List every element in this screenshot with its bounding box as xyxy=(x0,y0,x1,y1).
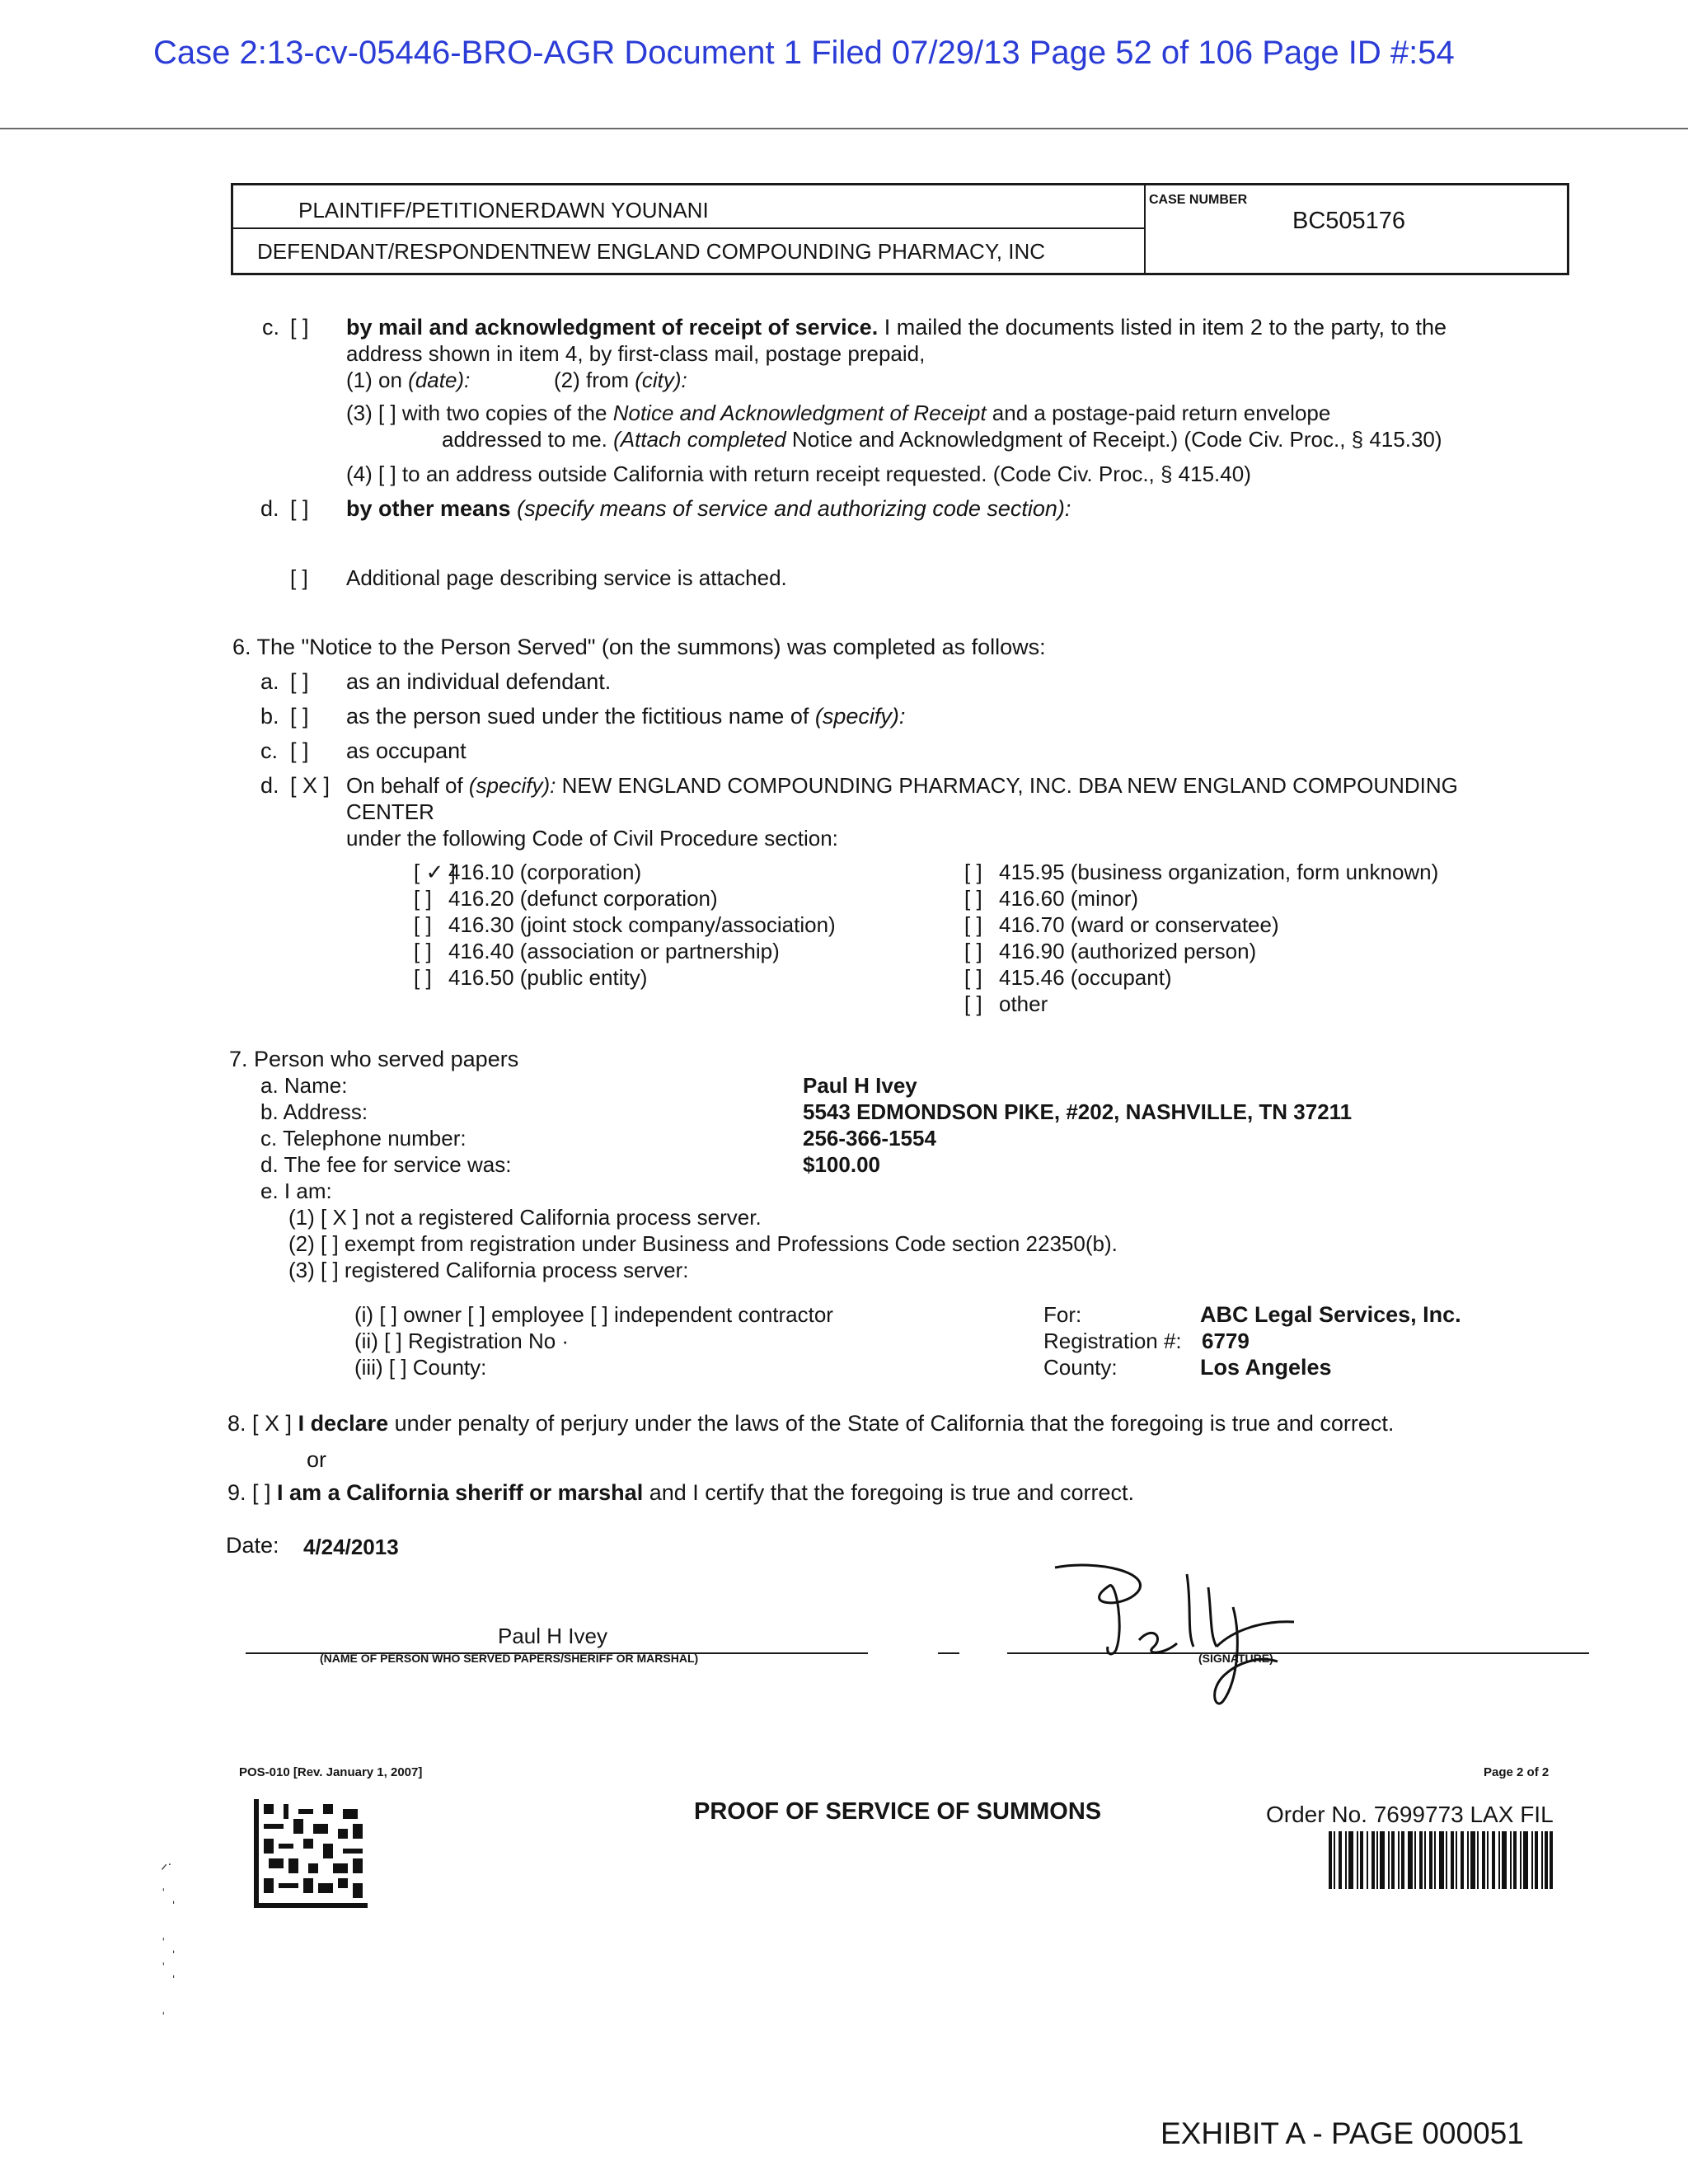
code-option: [ ] 415.95 (business organization, form unknown) xyxy=(964,860,1439,884)
item-5c3-italic: Notice and Acknowledgment of Receipt xyxy=(612,401,987,425)
exhibit-page-stamp: EXHIBIT A - PAGE 000051 xyxy=(1160,2116,1524,2150)
page-of: Page 2 of 2 xyxy=(1484,1765,1550,1779)
item-5d-italic: (specify means of service and authorizing code section): xyxy=(517,496,1071,521)
defendant-label: DEFENDANT/RESPONDENT xyxy=(257,239,543,264)
item-5c4-text: to an address outside California with return receipt requested. (Code Civ. Proc., § 415.40) xyxy=(401,462,1251,486)
item-5c1-label: (1) on xyxy=(346,368,402,392)
item-5c4 xyxy=(346,462,1251,487)
header-rule xyxy=(0,128,1688,129)
code-option: [ ] other xyxy=(964,991,1048,1016)
case-number: BC505176 xyxy=(1292,208,1406,234)
registration-number: 6779 xyxy=(1202,1329,1250,1353)
defendant-name: NEW ENGLAND COMPOUNDING PHARMACY, INC xyxy=(541,239,1046,264)
item-6c-checkbox: [ ] xyxy=(290,738,309,763)
code-option: [ ✓ ]416.10 (corporation) xyxy=(414,860,642,884)
item-6b-label: as the person sued under the fictitious name of xyxy=(346,704,809,729)
item-5c3-line-1 xyxy=(346,401,1330,426)
plaintiff-name: DAWN YOUNANI xyxy=(541,198,709,223)
item-6b-italic: (specify): xyxy=(814,704,906,729)
code-section-list-right xyxy=(964,859,1438,1017)
date-value: 4/24/2013 xyxy=(303,1535,399,1559)
item-5d-text xyxy=(346,496,1071,522)
registration-row: (ii) [ ] Registration No · xyxy=(354,1329,570,1353)
additional-page-text: Additional page describing service is attached. xyxy=(346,565,787,590)
item-6b-checkbox: [ ] xyxy=(290,704,309,729)
code-section-list-left xyxy=(414,859,836,991)
order-barcode xyxy=(1329,1831,1553,1889)
item-5c3-line2-b: Notice and Acknowledgment of Receipt.) xyxy=(791,427,1179,452)
signature-caption: (SIGNATURE) xyxy=(1198,1652,1273,1665)
code-option: [ ] 416.70 (ward or conservatee) xyxy=(964,912,1279,937)
name-caption: (NAME OF PERSON WHO SERVED PAPERS/SHERIFF OR MARSHAL) xyxy=(320,1652,699,1665)
item-5d-checkbox: [ ] xyxy=(290,496,309,521)
item-6a-text: as an individual defendant. xyxy=(346,669,612,694)
item-5c-bold: by mail and acknowledgment of receipt of service. xyxy=(346,315,879,340)
server-status-1: (1) [ X ] not a registered California process server. xyxy=(288,1205,762,1230)
signature-scrawl xyxy=(1047,1558,1327,1710)
additional-page-checkbox: [ ] xyxy=(290,565,308,590)
item-9-text: and I certify that the foregoing is true and correct. xyxy=(649,1480,1135,1505)
item-6d-label: On behalf of xyxy=(346,773,463,798)
plaintiff-label: PLAINTIFF/PETITIONER: xyxy=(298,198,546,223)
item-6c-text: as occupant xyxy=(346,738,467,763)
item-6-heading: 6. The "Notice to the Person Served" (on the summons) was completed as follows: xyxy=(232,635,1046,659)
agency-county: Los Angeles xyxy=(1200,1355,1332,1380)
item-5c2 xyxy=(554,368,687,393)
item-8-text: under penalty of perjury under the laws of the State of California that the foregoing is true and correct. xyxy=(394,1411,1395,1436)
item-6a-checkbox: [ ] xyxy=(290,669,309,694)
county-row: (iii) [ ] County: xyxy=(354,1355,487,1380)
item-6b-letter: b. xyxy=(260,704,279,729)
item-5c4-checkbox: (4) [ ] xyxy=(346,462,396,486)
for-label: For: xyxy=(1043,1302,1082,1327)
registration-number-label: Registration #: xyxy=(1043,1329,1182,1353)
item-5d-letter: d. xyxy=(260,496,279,521)
item-6a-letter: a. xyxy=(260,669,279,694)
item-5c3-line2-c: (Code Civ. Proc., § 415.30) xyxy=(1184,427,1442,452)
form-id: POS-010 [Rev. January 1, 2007] xyxy=(239,1765,423,1779)
code-option: [ ] 416.50 (public entity) xyxy=(414,965,648,990)
item-9-number: 9. [ ] xyxy=(227,1480,271,1505)
item-5c3-line2-italic: (Attach completed xyxy=(613,427,786,452)
item-5c3-text-a: with two copies of the xyxy=(401,401,607,425)
server-phone: 256-366-1554 xyxy=(803,1126,936,1151)
caption-column-divider xyxy=(1144,185,1146,273)
item-5c3-text-b: and a postage-paid return envelope xyxy=(992,401,1331,425)
item-5c2-italic: (city): xyxy=(635,368,687,392)
item-5c-checkbox: [ ] xyxy=(290,315,309,340)
service-fee-label: d. The fee for service was: xyxy=(260,1152,512,1177)
item-6d-entity: NEW ENGLAND COMPOUNDING PHARMACY, INC. DBA NEW ENGLAND COMPOUNDING xyxy=(561,773,1458,798)
code-option: [ ] 416.30 (joint stock company/association) xyxy=(414,912,836,937)
item-8-number: 8. [ X ] xyxy=(227,1411,293,1436)
order-number: Order No. 7699773 LAX FIL xyxy=(1266,1802,1554,1827)
server-status-3: (3) [ ] registered California process server: xyxy=(288,1258,689,1282)
item-9-declaration xyxy=(227,1480,1134,1506)
item-9-bold: I am a California sheriff or marshal xyxy=(277,1480,644,1505)
item-6d-letter: d. xyxy=(260,773,279,798)
signature-dash xyxy=(938,1652,959,1654)
date-label: Date: xyxy=(226,1533,279,1558)
server-phone-label: c. Telephone number: xyxy=(260,1126,467,1151)
item-6c-letter: c. xyxy=(260,738,279,763)
or-text: or xyxy=(307,1447,327,1472)
server-address: 5543 EDMONDSON PIKE, #202, NASHVILLE, TN 37211 xyxy=(803,1099,1353,1124)
item-5c-letter: c. xyxy=(262,315,280,340)
item-7-heading: 7. Person who served papers xyxy=(229,1047,519,1071)
server-role-row: (i) [ ] owner [ ] employee [ ] independent contractor xyxy=(354,1302,833,1327)
item-5d-bold: by other means xyxy=(346,496,511,521)
item-8-bold: I declare xyxy=(298,1411,389,1436)
item-5c1 xyxy=(346,368,470,393)
item-5c-text xyxy=(346,315,1447,340)
form-title: PROOF OF SERVICE OF SUMMONS xyxy=(694,1798,1102,1825)
datamatrix-code xyxy=(254,1799,368,1908)
item-5c3-line2-a: addressed to me. xyxy=(442,427,607,452)
service-fee: $100.00 xyxy=(803,1152,880,1177)
signer-name: Paul H Ivey xyxy=(498,1624,607,1648)
agency-county-label: County: xyxy=(1043,1355,1118,1380)
ecf-header-stamp: Case 2:13-cv-05446-BRO-AGR Document 1 Filed 07/29/13 Page 52 of 106 Page ID #:54 xyxy=(153,35,1455,71)
item-6-under-text: under the following Code of Civil Procedure section: xyxy=(346,826,838,851)
item-6d-checkbox: [ X ] xyxy=(290,773,331,798)
code-option: [ ] 416.60 (minor) xyxy=(964,886,1139,911)
item-5c-text-2: address shown in item 4, by first-class mail, postage prepaid, xyxy=(346,341,926,366)
server-status-2: (2) [ ] exempt from registration under Business and Professions Code section 22350(b). xyxy=(288,1231,1118,1256)
code-option: [ ] 416.90 (authorized person) xyxy=(964,939,1257,963)
code-option: [ ] 415.46 (occupant) xyxy=(964,965,1172,990)
item-8-declaration xyxy=(227,1411,1394,1436)
item-6d-text xyxy=(346,773,1458,799)
server-name-label: a. Name: xyxy=(260,1073,348,1098)
code-option: [ ] 416.40 (association or partnership) xyxy=(414,939,780,963)
server-name: Paul H Ivey xyxy=(803,1073,917,1098)
item-6d-italic: (specify): xyxy=(468,773,556,798)
item-5c1-italic: (date): xyxy=(408,368,471,392)
code-option: [ ] 416.20 (defunct corporation) xyxy=(414,886,718,911)
item-5c3-line-2 xyxy=(442,427,1442,452)
item-5c-text-1: I mailed the documents listed in item 2 to the party, to the xyxy=(884,315,1447,340)
margin-scan-marks: ᐟ˙ ˈ ˌ ˈ ˌ ˈ ˌ ˈ xyxy=(161,1862,176,2028)
server-address-label: b. Address: xyxy=(260,1099,368,1124)
i-am-label: e. I am: xyxy=(260,1179,332,1203)
item-6b-text xyxy=(346,704,905,729)
item-5c2-label: (2) from xyxy=(554,368,629,392)
item-6d-entity-cont: CENTER xyxy=(346,799,434,824)
agency-name: ABC Legal Services, Inc. xyxy=(1200,1302,1461,1327)
case-number-label: CASE NUMBER xyxy=(1149,193,1248,207)
item-5c3-checkbox: (3) [ ] xyxy=(346,401,396,425)
